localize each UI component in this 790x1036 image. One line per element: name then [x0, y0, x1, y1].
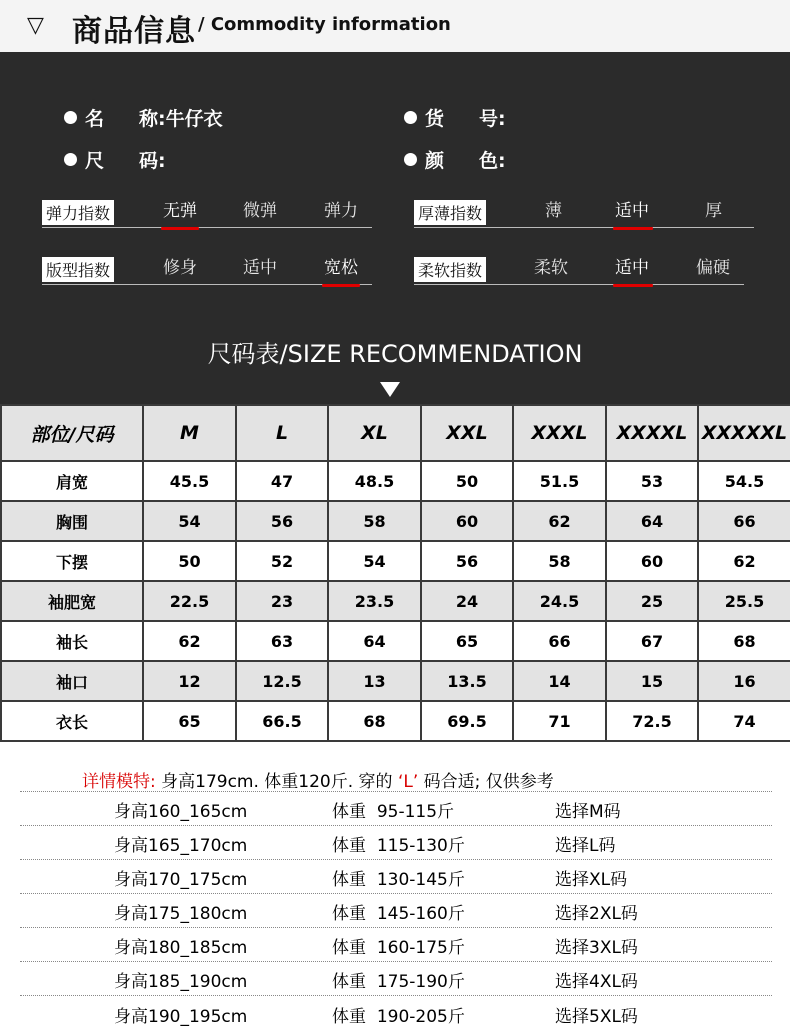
- section-title: 商品信息: [72, 14, 196, 49]
- table-cell: 62: [143, 621, 236, 661]
- selected-marker: [322, 284, 360, 287]
- scale-option: 宽松: [324, 258, 358, 278]
- header-cell: M: [143, 405, 236, 461]
- scale-fit: [42, 253, 372, 285]
- section-subtitle: / Commodity information: [198, 14, 451, 35]
- table-cell: 72.5: [606, 701, 698, 741]
- product-info-panel: [0, 52, 790, 404]
- table-cell: 50: [143, 541, 236, 581]
- rec-weight: 体重 190-205斤: [332, 1007, 465, 1027]
- size-recommendation-title: 尺码表/SIZE RECOMMENDATION: [207, 340, 583, 368]
- table-row: [1, 541, 790, 581]
- table-cell: 23: [236, 581, 328, 621]
- scale-elasticity: [42, 196, 372, 228]
- rec-choice: 选择4XL码: [555, 972, 638, 992]
- info-item-color: 颜 色:: [404, 146, 506, 173]
- scale-label: 弹力指数: [42, 200, 114, 225]
- table-cell: 51.5: [513, 461, 606, 501]
- rec-height: 身高180_185cm: [114, 938, 248, 958]
- scale-option: 适中: [615, 201, 649, 221]
- section-header: [0, 0, 790, 52]
- table-cell: 袖长: [1, 621, 143, 661]
- selected-marker: [613, 227, 653, 230]
- rec-choice: 选择5XL码: [555, 1007, 638, 1027]
- table-cell: 衣长: [1, 701, 143, 741]
- recommendation-row: [20, 894, 772, 928]
- rec-weight: 体重 115-130斤: [332, 836, 465, 856]
- rec-height: 身高185_190cm: [114, 972, 248, 992]
- table-cell: 15: [606, 661, 698, 701]
- table-cell: 54: [328, 541, 421, 581]
- recommendation-row: [20, 996, 772, 1030]
- rec-weight: 体重 145-160斤: [332, 904, 465, 924]
- table-cell: 56: [421, 541, 513, 581]
- table-cell: 13.5: [421, 661, 513, 701]
- scale-option: 适中: [243, 258, 277, 278]
- scale-option: 柔软: [534, 258, 568, 278]
- rec-weight: 体重 130-145斤: [332, 870, 465, 890]
- bullet-icon: [64, 153, 77, 166]
- rec-weight: 体重 95-115斤: [332, 802, 455, 822]
- rec-weight: 体重 175-190斤: [332, 972, 465, 992]
- recommendation-row: [20, 928, 772, 962]
- table-cell: 66: [698, 501, 790, 541]
- model-text: 身高179cm. 体重120斤. 穿的: [161, 772, 393, 792]
- table-cell: 24.5: [513, 581, 606, 621]
- recommendation-row: [20, 826, 772, 860]
- scale-label: 厚薄指数: [414, 200, 486, 225]
- model-note: [82, 767, 554, 792]
- table-cell: 69.5: [421, 701, 513, 741]
- table-cell: 65: [143, 701, 236, 741]
- info-value: 牛仔衣: [165, 108, 223, 130]
- table-cell: 50: [421, 461, 513, 501]
- table-cell: 25.5: [698, 581, 790, 621]
- table-cell: 56: [236, 501, 328, 541]
- table-cell: 45.5: [143, 461, 236, 501]
- rec-height: 身高160_165cm: [114, 802, 248, 822]
- table-cell: 48.5: [328, 461, 421, 501]
- table-header-row: [1, 405, 790, 461]
- table-cell: 66: [513, 621, 606, 661]
- table-cell: 54: [143, 501, 236, 541]
- table-cell: 52: [236, 541, 328, 581]
- scale-option: 微弹: [243, 201, 277, 221]
- scale-option: 适中: [615, 258, 649, 278]
- table-row: [1, 621, 790, 661]
- header-cell: 部位/尺码: [1, 405, 143, 461]
- table-cell: 65: [421, 621, 513, 661]
- table-cell: 66.5: [236, 701, 328, 741]
- recommendation-row: [20, 962, 772, 996]
- table-cell: 68: [328, 701, 421, 741]
- table-cell: 13: [328, 661, 421, 701]
- rec-choice: 选择2XL码: [555, 904, 638, 924]
- table-cell: 袖肥宽: [1, 581, 143, 621]
- table-cell: 16: [698, 661, 790, 701]
- rec-choice: 选择M码: [555, 802, 621, 822]
- scale-label: 柔软指数: [414, 257, 486, 282]
- table-cell: 袖口: [1, 661, 143, 701]
- recommendation-row: [20, 860, 772, 894]
- selected-marker: [613, 284, 653, 287]
- rec-height: 身高165_170cm: [114, 836, 248, 856]
- bullet-icon: [404, 111, 417, 124]
- scale-option: 弹力: [324, 201, 358, 221]
- rec-choice: 选择3XL码: [555, 938, 638, 958]
- table-cell: 24: [421, 581, 513, 621]
- header-cell: L: [236, 405, 328, 461]
- table-cell: 74: [698, 701, 790, 741]
- table-cell: 下摆: [1, 541, 143, 581]
- table-cell: 12: [143, 661, 236, 701]
- recommendation-row: [20, 792, 772, 826]
- header-cell: XL: [328, 405, 421, 461]
- table-cell: 25: [606, 581, 698, 621]
- rec-height: 身高175_180cm: [114, 904, 248, 924]
- header-cell: XXXL: [513, 405, 606, 461]
- table-cell: 71: [513, 701, 606, 741]
- table-cell: 12.5: [236, 661, 328, 701]
- rec-choice: 选择XL码: [555, 870, 628, 890]
- table-cell: 60: [606, 541, 698, 581]
- down-arrow-icon: [380, 382, 400, 397]
- table-cell: 63: [236, 621, 328, 661]
- table-row: [1, 701, 790, 741]
- table-cell: 68: [698, 621, 790, 661]
- table-cell: 60: [421, 501, 513, 541]
- rec-weight: 体重 160-175斤: [332, 938, 465, 958]
- down-triangle-icon: ▽: [27, 13, 44, 38]
- header-cell: XXXXXL: [698, 405, 790, 461]
- model-text-2: 码合适; 仅供参考: [423, 772, 554, 792]
- table-cell: 47: [236, 461, 328, 501]
- rec-choice: 选择L码: [555, 836, 616, 856]
- table-row: [1, 581, 790, 621]
- scale-option: 偏硬: [696, 258, 730, 278]
- table-cell: 62: [513, 501, 606, 541]
- table-cell: 64: [606, 501, 698, 541]
- size-table: [0, 404, 790, 742]
- scale-thickness: [414, 196, 754, 228]
- model-size: ‘L’: [397, 772, 419, 792]
- info-item-size: 尺 码:: [64, 146, 166, 173]
- scale-softness: [414, 253, 744, 285]
- table-cell: 14: [513, 661, 606, 701]
- table-cell: 53: [606, 461, 698, 501]
- table-row: [1, 461, 790, 501]
- table-cell: 肩宽: [1, 461, 143, 501]
- table-cell: 54.5: [698, 461, 790, 501]
- scale-line: [414, 284, 744, 285]
- scale-option: 厚: [705, 201, 722, 221]
- scale-option: 无弹: [163, 201, 197, 221]
- bullet-icon: [404, 153, 417, 166]
- table-row: [1, 501, 790, 541]
- scale-option: 薄: [545, 201, 562, 221]
- scale-option: 修身: [163, 258, 197, 278]
- table-cell: 58: [328, 501, 421, 541]
- table-cell: 22.5: [143, 581, 236, 621]
- info-item-number: 货 号:: [404, 104, 506, 131]
- rec-height: 身高170_175cm: [114, 870, 248, 890]
- scale-label: 版型指数: [42, 257, 114, 282]
- model-label: 详情模特:: [82, 772, 156, 792]
- table-cell: 23.5: [328, 581, 421, 621]
- scale-line: [42, 227, 372, 228]
- scale-line: [414, 227, 754, 228]
- table-cell: 67: [606, 621, 698, 661]
- rec-height: 身高190_195cm: [114, 1007, 248, 1027]
- info-item-name: 名 称:牛仔衣: [64, 104, 223, 131]
- selected-marker: [161, 227, 199, 230]
- table-cell: 胸围: [1, 501, 143, 541]
- header-cell: XXL: [421, 405, 513, 461]
- table-cell: 58: [513, 541, 606, 581]
- table-cell: 64: [328, 621, 421, 661]
- table-row: [1, 661, 790, 701]
- table-cell: 62: [698, 541, 790, 581]
- header-cell: XXXXL: [606, 405, 698, 461]
- bullet-icon: [64, 111, 77, 124]
